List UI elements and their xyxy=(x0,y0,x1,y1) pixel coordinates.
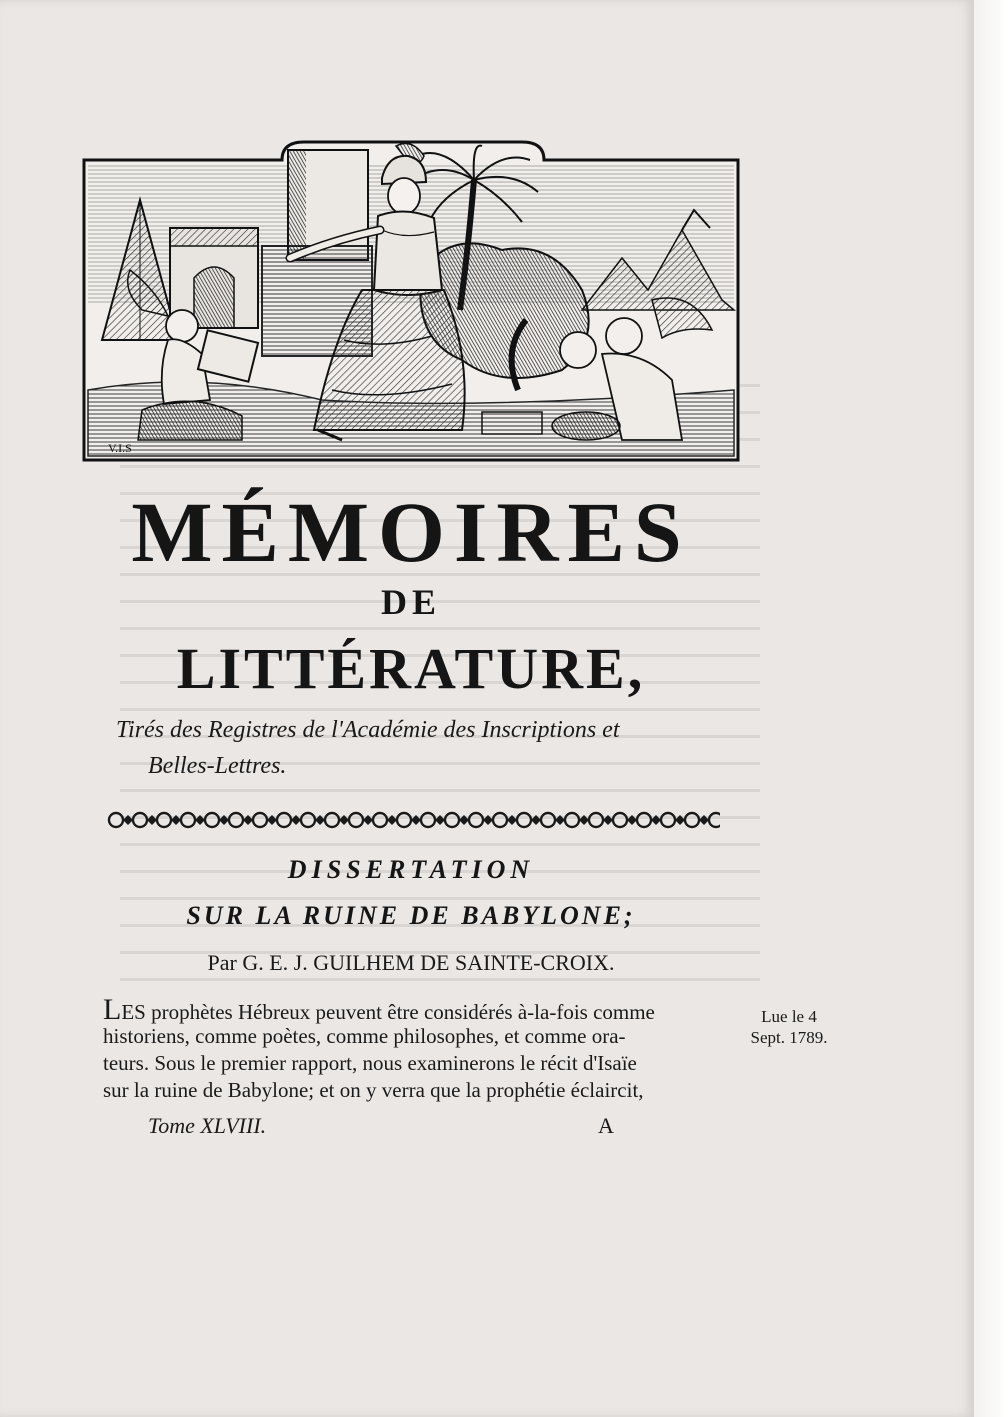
ornament-diamond xyxy=(387,815,397,825)
ornament-diamond xyxy=(243,815,253,825)
ornament-ring xyxy=(373,813,387,827)
ornament-ring xyxy=(637,813,651,827)
body-line-2: historiens, comme poètes, comme philosophes, et comme ora- xyxy=(103,1024,626,1048)
ornament-ring xyxy=(517,813,531,827)
body-line-3: teurs. Sous le premier rapport, nous examinerons le récit d'Isaïe xyxy=(103,1051,637,1075)
ornament-diamond xyxy=(171,815,181,825)
ornament-ring xyxy=(469,813,483,827)
ornament-diamond xyxy=(363,815,373,825)
ornament-ring xyxy=(349,813,363,827)
ornament-diamond xyxy=(603,815,613,825)
ornament-diamond xyxy=(219,815,229,825)
ornament-ring xyxy=(685,813,699,827)
subtitle-line-2: Belles-Lettres. xyxy=(148,753,287,779)
ornament-diamond xyxy=(675,815,685,825)
ornament-diamond xyxy=(699,815,709,825)
gathering-letter: A xyxy=(598,1113,614,1138)
ornament-diamond xyxy=(627,815,637,825)
ornament-diamond xyxy=(339,815,349,825)
ornament-diamond xyxy=(579,815,589,825)
title-memoires: MÉMOIRES xyxy=(131,484,691,580)
ornament-ring xyxy=(397,813,411,827)
ornament-ring xyxy=(133,813,147,827)
woodcut-illustration xyxy=(82,140,740,462)
body-line-1 xyxy=(103,993,725,1026)
ornament-ring xyxy=(301,813,315,827)
ornament-diamond xyxy=(483,815,493,825)
drop-cap: L xyxy=(103,993,122,1026)
margin-note-line-1: Lue le 4 xyxy=(761,1007,817,1026)
ornament-diamond xyxy=(195,815,205,825)
ornament-diamond xyxy=(291,815,301,825)
ornament-ring xyxy=(253,813,267,827)
ornament-ring xyxy=(493,813,507,827)
ornament-diamond xyxy=(651,815,661,825)
ornament-diamond xyxy=(531,815,541,825)
margin-note xyxy=(734,1006,844,1048)
ornament-ring xyxy=(445,813,459,827)
margin-note-line-2: Sept. 1789. xyxy=(750,1028,828,1047)
ornament-ring xyxy=(229,813,243,827)
ornament-diamond xyxy=(459,815,469,825)
ornament-ring xyxy=(589,813,603,827)
ornament-ring xyxy=(565,813,579,827)
ornament-ring xyxy=(661,813,675,827)
ornament-ring xyxy=(109,813,123,827)
page-edge xyxy=(974,0,1008,1417)
title-de: DE xyxy=(380,582,441,622)
ornament-diamond xyxy=(411,815,421,825)
ornament-diamond xyxy=(435,815,445,825)
ornamental-rule xyxy=(104,808,720,832)
ornament-ring xyxy=(325,813,339,827)
ornament-ring xyxy=(157,813,171,827)
author-line: Par G. E. J. GUILHEM DE SAINTE-CROIX. xyxy=(207,950,615,975)
headpiece-woodcut xyxy=(82,140,740,462)
volume-signature: Tome XLVIII. xyxy=(148,1113,267,1138)
ornament-diamond xyxy=(507,815,517,825)
ornament-diamond xyxy=(147,815,157,825)
ornament-diamond xyxy=(267,815,277,825)
ornament-ring xyxy=(181,813,195,827)
ornament-ring xyxy=(421,813,435,827)
dissertation-heading: DISSERTATION xyxy=(287,855,535,884)
subtitle-line-1: Tirés des Registres de l'Académie des Inscriptions et xyxy=(116,717,620,743)
body-line-1-text: ES prophètes Hébreux peuvent être considérés à-la-fois comme xyxy=(121,1000,655,1024)
ornament-diamond xyxy=(315,815,325,825)
ornament-ring xyxy=(613,813,627,827)
ornament-diamond xyxy=(555,815,565,825)
ornament-ring xyxy=(541,813,555,827)
woodcut-signature: V.I.S xyxy=(108,441,132,455)
ornament-ring xyxy=(205,813,219,827)
ornament-ring xyxy=(277,813,291,827)
title-litterature: LITTÉRATURE, xyxy=(176,636,646,701)
body-paragraph xyxy=(103,993,725,1104)
body-line-4: sur la ruine de Babylone; et on y verra que la prophétie éclaircit, xyxy=(103,1078,644,1102)
ornament-ring xyxy=(709,813,720,827)
ornament-diamond xyxy=(123,815,133,825)
dissertation-subject: SUR LA RUINE DE BABYLONE; xyxy=(186,901,636,930)
